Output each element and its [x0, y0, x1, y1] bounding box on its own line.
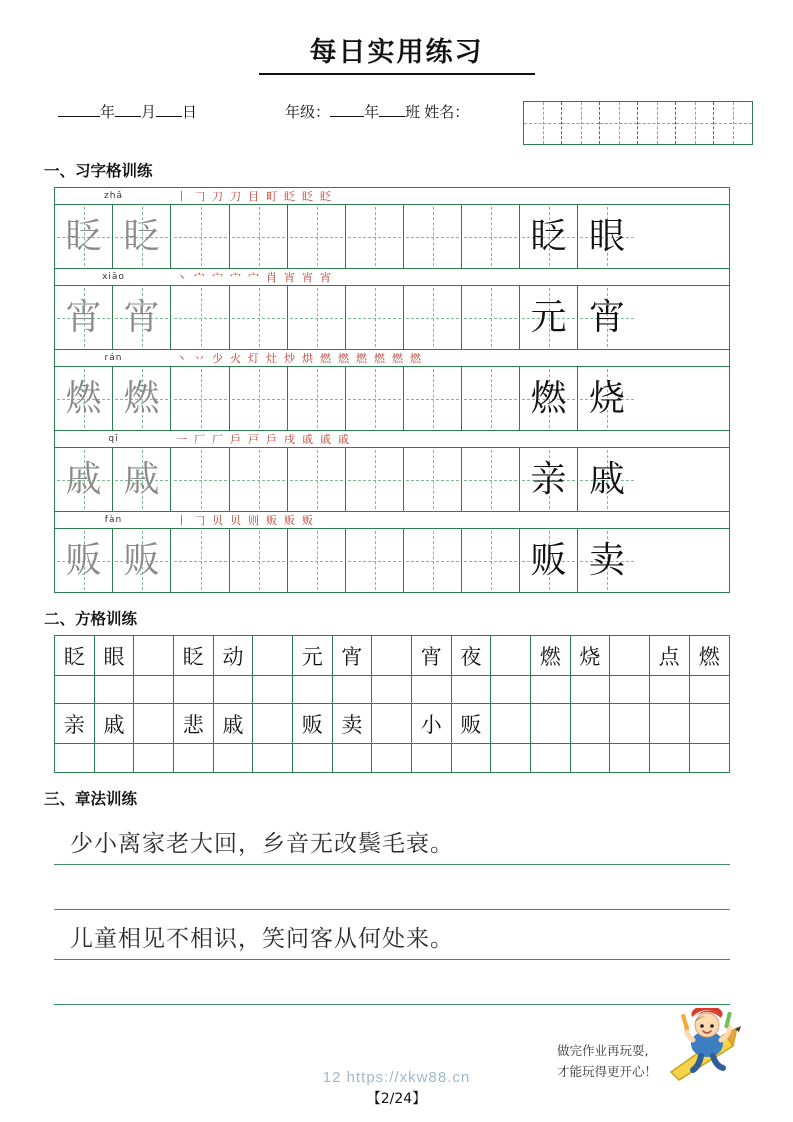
word-char-cell: 贩 — [520, 529, 578, 592]
grid-cell[interactable] — [293, 676, 333, 704]
page-title: 每日实用练习 — [309, 37, 484, 68]
grid-cell: 点 — [650, 636, 690, 676]
stroke-order-strip: 一 厂 厂 戶 戸 戶 戌 戚 戚 戚 — [172, 431, 729, 448]
sentence-practice — [54, 815, 730, 1005]
grid-cell[interactable] — [333, 744, 373, 772]
page-footer — [0, 1069, 793, 1108]
tracing-row — [55, 188, 729, 269]
grade-year: 年 — [364, 104, 380, 121]
mascot-line-1: 做完作业再玩耍, — [556, 1042, 649, 1058]
grid-cell[interactable] — [610, 676, 650, 704]
practice-cell[interactable] — [462, 529, 520, 592]
grid-cell — [690, 704, 730, 744]
grid-cell: 元 — [293, 636, 333, 676]
grid-cell[interactable] — [372, 676, 412, 704]
model-char-cell: 眨 — [55, 205, 113, 268]
grid-cell[interactable] — [174, 744, 214, 772]
grid-cell — [253, 704, 293, 744]
word-char-cell: 戚 — [578, 448, 636, 511]
date-day-label: 日 — [182, 104, 198, 121]
grid-cell: 卖 — [333, 704, 373, 744]
grid-cell[interactable] — [571, 676, 611, 704]
pinyin-label: qī — [55, 431, 172, 448]
model-char-cell: 戚 — [55, 448, 113, 511]
grid-cell[interactable] — [95, 676, 135, 704]
grid-cell[interactable] — [333, 676, 373, 704]
word-char-cell: 燃 — [520, 367, 578, 430]
section-heading-1: 一、习字格训练 — [44, 162, 153, 180]
grid-cell — [610, 704, 650, 744]
grid-cell[interactable] — [491, 744, 531, 772]
practice-cell[interactable] — [462, 205, 520, 268]
practice-cell[interactable] — [172, 286, 230, 349]
grid-cell: 戚 — [95, 704, 135, 744]
practice-cell[interactable] — [288, 367, 346, 430]
grid-cell: 眨 — [55, 636, 95, 676]
sentence-line: 少小离家老大回，乡音无改鬓毛衰。 — [70, 831, 454, 857]
practice-cells[interactable] — [172, 529, 729, 592]
stroke-order-strip: 丶 宀 宀 宀 宀 肖 宵 宵 宵 — [172, 269, 729, 286]
header-row — [40, 101, 753, 145]
practice-cell[interactable] — [404, 448, 462, 511]
pinyin-label: fàn — [55, 512, 172, 529]
name-cell[interactable] — [600, 102, 638, 144]
tracing-row — [55, 431, 729, 512]
tracing-row — [55, 269, 729, 350]
grid-cell: 夜 — [452, 636, 492, 676]
grid-cell — [372, 636, 412, 676]
writing-blank-line[interactable] — [54, 960, 730, 1004]
practice-cell[interactable] — [172, 448, 230, 511]
stroke-order-strip: 丨 𠃌 贝 贝 则 贩 贩 贩 — [172, 512, 729, 529]
grid-cell[interactable] — [253, 744, 293, 772]
word-char-cell: 烧 — [578, 367, 636, 430]
practice-cell[interactable] — [404, 205, 462, 268]
trace-char-cell[interactable]: 燃 — [113, 367, 171, 430]
grid-cell — [372, 704, 412, 744]
practice-cell[interactable] — [230, 529, 288, 592]
grid-cell[interactable] — [412, 676, 452, 704]
date-year-label: 年 — [100, 104, 116, 121]
grid-cell[interactable] — [571, 744, 611, 772]
name-cell[interactable] — [714, 102, 752, 144]
practice-cells[interactable] — [172, 286, 729, 349]
pinyin-label: zhǎ — [55, 188, 172, 205]
practice-cell[interactable] — [230, 448, 288, 511]
name-label: 姓名： — [424, 104, 470, 121]
practice-cell[interactable] — [230, 205, 288, 268]
grid-cell: 眼 — [95, 636, 135, 676]
grid-cell — [571, 704, 611, 744]
square-grid-row — [55, 704, 729, 744]
square-grid — [54, 635, 730, 773]
practice-cell[interactable] — [288, 286, 346, 349]
grid-cell[interactable] — [95, 744, 135, 772]
practice-cell[interactable] — [462, 286, 520, 349]
grid-cell[interactable] — [372, 744, 412, 772]
pinyin-label: xiāo — [55, 269, 172, 286]
practice-cells[interactable] — [172, 448, 729, 511]
name-input-grid[interactable] — [523, 101, 753, 145]
practice-cell[interactable] — [346, 448, 404, 511]
writing-blank-line[interactable] — [54, 865, 730, 909]
practice-cell[interactable] — [172, 529, 230, 592]
grid-cell: 烧 — [571, 636, 611, 676]
grid-cell[interactable] — [650, 676, 690, 704]
grid-cell[interactable] — [293, 744, 333, 772]
practice-cells[interactable] — [172, 205, 729, 268]
grid-cell[interactable] — [491, 676, 531, 704]
trace-char-cell[interactable]: 戚 — [113, 448, 171, 511]
grid-cell[interactable] — [690, 676, 730, 704]
word-char-cell: 宵 — [578, 286, 636, 349]
grid-cell[interactable] — [214, 744, 254, 772]
sentence-line: 儿童相见不相识，笑问客从何处来。 — [70, 926, 454, 952]
practice-cell[interactable] — [462, 367, 520, 430]
grid-cell: 悲 — [174, 704, 214, 744]
grid-cell[interactable] — [650, 744, 690, 772]
grid-cell[interactable] — [253, 676, 293, 704]
grid-cell: 燃 — [690, 636, 730, 676]
grid-cell: 眨 — [174, 636, 214, 676]
word-char-cell: 卖 — [578, 529, 636, 592]
grid-cell[interactable] — [690, 744, 730, 772]
grid-cell: 宵 — [412, 636, 452, 676]
trace-char-cell[interactable]: 宵 — [113, 286, 171, 349]
tracing-row — [55, 512, 729, 592]
grid-cell: 燃 — [531, 636, 571, 676]
word-char-cell: 眼 — [578, 205, 636, 268]
mascot-line-2: 才能玩得更开心！ — [556, 1063, 657, 1079]
name-cell[interactable] — [676, 102, 714, 144]
grid-cell — [134, 704, 174, 744]
section-heading-2: 二、方格训练 — [44, 610, 138, 628]
grid-cell[interactable] — [452, 676, 492, 704]
square-grid-row[interactable] — [55, 676, 729, 704]
trace-char-cell[interactable]: 眨 — [113, 205, 171, 268]
grid-cell[interactable] — [452, 744, 492, 772]
grid-cell[interactable] — [531, 676, 571, 704]
stroke-order-strip: 丶 丷 少 火 灯 灶 炒 烘 燃 燃 燃 燃 燃 燃 — [172, 350, 729, 367]
name-cell[interactable] — [524, 102, 562, 144]
word-char-cell: 亲 — [520, 448, 578, 511]
practice-cell[interactable] — [172, 205, 230, 268]
practice-cell[interactable] — [288, 205, 346, 268]
date-field — [40, 101, 197, 122]
practice-cell[interactable] — [404, 529, 462, 592]
model-char-cell: 宵 — [55, 286, 113, 349]
practice-cell[interactable] — [346, 286, 404, 349]
practice-cell[interactable] — [288, 529, 346, 592]
grid-cell — [491, 636, 531, 676]
practice-cell[interactable] — [462, 448, 520, 511]
grid-cell — [253, 636, 293, 676]
grid-cell[interactable] — [174, 676, 214, 704]
grid-cell: 亲 — [55, 704, 95, 744]
practice-cell[interactable] — [346, 529, 404, 592]
grid-cell[interactable] — [610, 744, 650, 772]
practice-cell[interactable] — [346, 205, 404, 268]
practice-cell[interactable] — [404, 367, 462, 430]
model-char-cell: 贩 — [55, 529, 113, 592]
tracing-row — [55, 350, 729, 431]
grid-cell — [531, 704, 571, 744]
date-month-label: 月 — [141, 104, 157, 121]
watermark-text: 12 https://xkw88.cn — [322, 1069, 471, 1086]
grid-cell[interactable] — [531, 744, 571, 772]
section-heading-3: 三、章法训练 — [44, 790, 138, 808]
practice-cell[interactable] — [346, 367, 404, 430]
grid-cell — [134, 636, 174, 676]
title-underline — [259, 73, 535, 75]
grade-label: 年级： — [285, 104, 331, 121]
grid-cell[interactable] — [412, 744, 452, 772]
tracing-grid — [54, 187, 730, 593]
word-char-cell: 元 — [520, 286, 578, 349]
grid-cell[interactable] — [55, 744, 95, 772]
writing-rule — [54, 1004, 730, 1005]
page-number: 【2/24】 — [366, 1091, 427, 1107]
practice-cells[interactable] — [172, 367, 729, 430]
square-grid-row[interactable] — [55, 744, 729, 772]
grid-cell: 宵 — [333, 636, 373, 676]
name-cell[interactable] — [638, 102, 676, 144]
class-label: 班 — [405, 104, 421, 121]
grid-cell: 动 — [214, 636, 254, 676]
practice-cell[interactable] — [230, 367, 288, 430]
grid-cell — [650, 704, 690, 744]
name-cell[interactable] — [562, 102, 600, 144]
practice-cell[interactable] — [230, 286, 288, 349]
practice-cell[interactable] — [172, 367, 230, 430]
square-grid-row — [55, 636, 729, 676]
grade-class-name-field — [285, 101, 469, 122]
pinyin-label: rán — [55, 350, 172, 367]
grid-cell: 贩 — [452, 704, 492, 744]
practice-cell[interactable] — [288, 448, 346, 511]
grid-cell[interactable] — [214, 676, 254, 704]
trace-char-cell[interactable]: 贩 — [113, 529, 171, 592]
grid-cell: 贩 — [293, 704, 333, 744]
grid-cell: 小 — [412, 704, 452, 744]
grid-cell[interactable] — [134, 676, 174, 704]
practice-cell[interactable] — [404, 286, 462, 349]
word-char-cell: 眨 — [520, 205, 578, 268]
stroke-order-strip: 丨 𠃌 刀 刀 目 町 眨 眨 眨 — [172, 188, 729, 205]
grid-cell[interactable] — [55, 676, 95, 704]
grid-cell: 戚 — [214, 704, 254, 744]
model-char-cell: 燃 — [55, 367, 113, 430]
grid-cell[interactable] — [134, 744, 174, 772]
grid-cell — [610, 636, 650, 676]
grid-cell — [491, 704, 531, 744]
